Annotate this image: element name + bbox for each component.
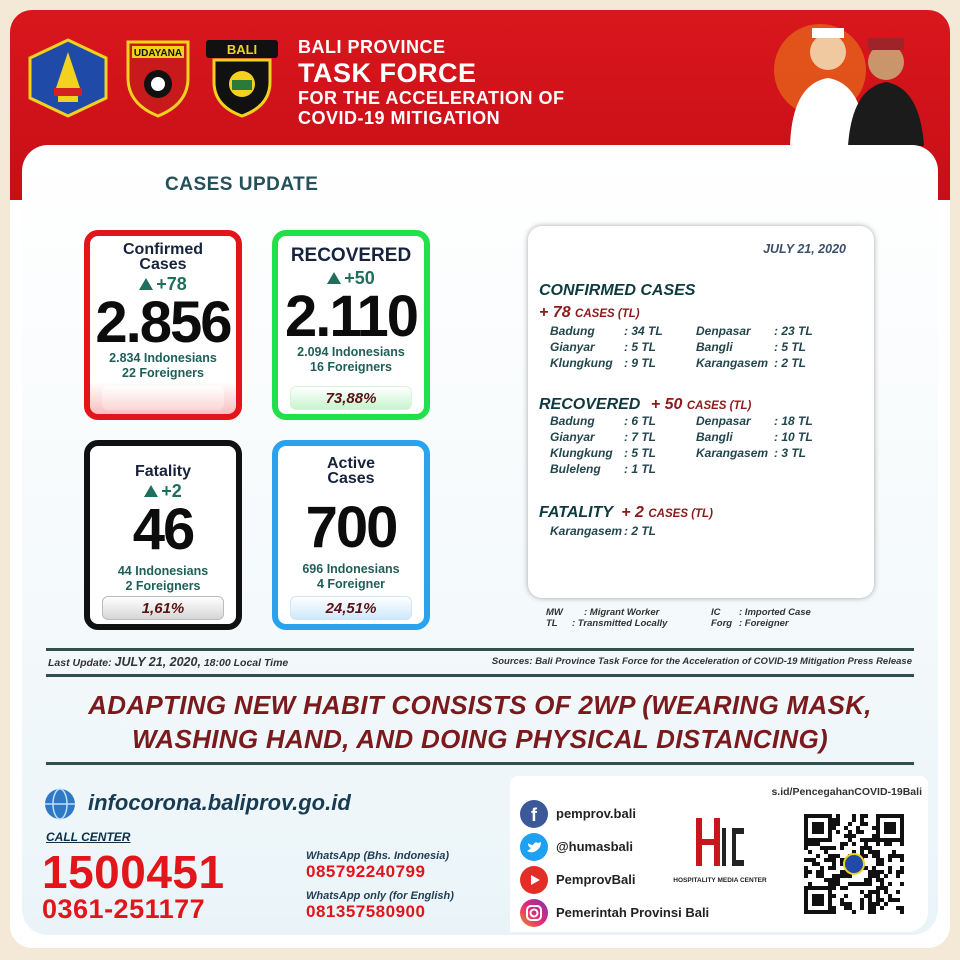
detail-panel [528, 226, 874, 598]
call-center-number-2[interactable]: 0361-251177 [42, 894, 206, 924]
confirmed-cases-heading: CONFIRMED CASES [539, 282, 696, 299]
confirmed-value: 2.856 [95, 290, 231, 355]
confirmed-row-cell: : 23 TL [774, 324, 813, 338]
bali-province-logo [28, 38, 108, 118]
confirmed-card [84, 230, 242, 420]
recovered-value: 2.110 [285, 284, 417, 349]
up-arrow-icon [144, 485, 158, 497]
active-label-line1: Active [326, 455, 376, 472]
header-line2: TASK FORCE [298, 58, 477, 88]
legend-forg-text: : Foreigner [739, 618, 789, 629]
fatality-heading-text: FATALITY [539, 504, 613, 521]
bali-police-logo-text: BALI [226, 42, 258, 57]
confirmed-delta-value: +78 [156, 274, 187, 294]
whatsapp-number-en[interactable]: 081357580900 [306, 902, 426, 921]
confirmed-count-number: + 78 [539, 304, 571, 321]
fatality-value: 46 [132, 497, 194, 562]
habit-line2: WASHING HAND, AND DOING PHYSICAL DISTANCING) [132, 724, 828, 754]
confirmed-row-cell: : 5 TL [774, 340, 806, 354]
confirmed-label-line1: Confirmed [123, 241, 203, 258]
divider-bottom [46, 762, 914, 765]
globe-icon [44, 788, 76, 820]
header-line3: FOR THE ACCELERATION OF [298, 88, 565, 108]
confirmed-label-line2: Cases [139, 256, 187, 273]
recovered-count-unit: CASES (TL) [686, 400, 752, 412]
recovered-row-cell: Gianyar [550, 430, 595, 444]
qr-code[interactable] [804, 808, 904, 922]
fatality-delta-value: +2 [161, 481, 182, 501]
active-card [272, 440, 430, 630]
hmc-logo [668, 812, 772, 888]
fatality-heading [539, 504, 713, 522]
confirmed-row-cell: : 34 TL [624, 324, 663, 338]
divider-mid [46, 674, 914, 677]
udayana-logo [118, 38, 198, 118]
active-percent: 24,51% [290, 596, 412, 620]
whatsapp-number-id[interactable]: 085792240799 [306, 862, 426, 881]
fatality-count-number: + 2 [621, 504, 644, 521]
sources: Sources: Bali Province Task Force for the Acceleration of COVID-19 Mitigation Press Release [491, 656, 912, 667]
call-center-label: CALL CENTER [46, 830, 131, 844]
call-center-number[interactable]: 1500451 [42, 846, 225, 898]
active-value: 700 [305, 495, 397, 560]
confirmed-row-cell: : 5 TL [624, 340, 656, 354]
recovered-indonesians: 2.094 Indonesians [297, 345, 405, 359]
fatality-indonesians: 44 Indonesians [117, 564, 209, 578]
legend-mw [546, 607, 563, 618]
fatality-foreigners: 2 Foreigners [125, 579, 201, 593]
confirmed-row-cell: Klungkung [550, 356, 613, 370]
up-arrow-icon [139, 278, 153, 290]
recovered-row-cell: Bangli [696, 430, 733, 444]
whatsapp-label-en: WhatsApp only (for English) [306, 890, 454, 902]
facebook-icon [520, 800, 548, 828]
last-update-date: JULY 21, 2020, [114, 655, 201, 669]
recovered-row-cell: : 7 TL [624, 430, 656, 444]
recovered-card [272, 230, 430, 420]
recovered-row-cell: : 3 TL [774, 446, 806, 460]
recovered-count-number: + 50 [650, 396, 683, 413]
fatality-card [84, 440, 242, 630]
confirmed-foreigners: 22 Foreigners [122, 366, 204, 380]
last-update [48, 655, 288, 669]
recovered-row-cell: Denpasar [696, 414, 751, 428]
recovered-heading-text: RECOVERED [539, 396, 641, 413]
legend-mw-text: : Migrant Worker [584, 607, 660, 618]
fatality-percent: 1,61% [102, 596, 224, 620]
confirmed-indonesians: 2.834 Indonesians [109, 351, 217, 365]
recovered-row-cell: : 6 TL [624, 414, 656, 428]
recovered-row-cell: : 10 TL [774, 430, 813, 444]
legend-tl-text: : Transmitted Locally [572, 618, 668, 629]
short-link[interactable]: s.id/PencegahanCOVID-19Bali [771, 786, 922, 798]
fatality-row-cell: Karangasem [550, 524, 623, 538]
recovered-row-cell: : 1 TL [624, 462, 656, 476]
recovered-row-cell: Klungkung [550, 446, 613, 460]
instagram-icon [520, 899, 548, 927]
legend-ic-text: : Imported Case [739, 607, 811, 618]
twitter-icon [520, 833, 548, 861]
recovered-foreigners: 16 Foreigners [310, 360, 392, 374]
confirmed-row-cell: Denpasar [696, 324, 751, 338]
facebook-handle: pemprov.bali [556, 806, 636, 821]
instagram-handle: Pemerintah Provinsi Bali [556, 905, 710, 920]
twitter-handle: @humasbali [556, 839, 633, 854]
youtube-icon [520, 866, 548, 894]
hmc-text: HOSPITALITY MEDIA CENTER [673, 877, 767, 884]
legend-tl: TL [546, 618, 558, 629]
last-update-prefix: Last Update: [48, 657, 112, 669]
bali-police-logo [202, 38, 282, 118]
legend-forg: Forg [711, 618, 733, 629]
active-label-line2: Cases [327, 470, 375, 487]
confirmed-cases-count [539, 304, 640, 322]
confirmed-count-unit: CASES (TL) [575, 308, 640, 320]
header-title [298, 38, 565, 127]
active-foreigners: 4 Foreigner [316, 577, 386, 591]
last-update-time: 18:00 Local Time [203, 657, 289, 669]
confirmed-row-cell: Karangasem [696, 356, 769, 370]
website-link[interactable]: infocorona.baliprov.go.id [88, 790, 351, 815]
active-indonesians: 696 Indonesians [302, 562, 400, 576]
recovered-percent: 73,88% [290, 386, 412, 410]
up-arrow-icon [327, 272, 341, 284]
habit-line1: ADAPTING NEW HABIT CONSISTS OF 2WP (WEARING MASK, [88, 690, 872, 720]
recovered-heading [539, 396, 751, 414]
active-label [278, 456, 424, 486]
confirmed-row-cell: Badung [550, 324, 595, 338]
header-line4: COVID-19 MITIGATION [298, 108, 501, 128]
divider-top [46, 648, 914, 651]
recovered-delta-value: +50 [344, 268, 375, 288]
cases-update-title: CASES UPDATE [165, 174, 319, 195]
confirmed-percent [102, 386, 224, 410]
fatality-count-unit: CASES (TL) [648, 508, 713, 520]
instagram-item[interactable] [520, 899, 740, 927]
legend-mw-key: MW [546, 607, 563, 618]
fatality-row-cell: : 2 TL [624, 524, 656, 538]
confirmed-row-cell: Gianyar [550, 340, 595, 354]
recovered-row-cell: Karangasem [696, 446, 769, 460]
confirmed-row-cell: : 2 TL [774, 356, 806, 370]
fatality-label: Fatality [134, 463, 191, 480]
confirmed-label [90, 242, 236, 272]
leaders-photo [762, 18, 942, 148]
recovered-row-cell: Buleleng [550, 462, 601, 476]
svg-text:f: f [531, 805, 537, 825]
confirmed-row-cell: Bangli [696, 340, 733, 354]
recovered-row-cell: : 5 TL [624, 446, 656, 460]
recovered-row-cell: Badung [550, 414, 595, 428]
whatsapp-label-id: WhatsApp (Bhs. Indonesia) [306, 850, 449, 862]
header-line1: BALI PROVINCE [298, 37, 446, 57]
youtube-handle: PemprovBali [556, 872, 636, 887]
confirmed-row-cell: : 9 TL [624, 356, 656, 370]
legend-ic: IC [711, 607, 721, 618]
detail-date: JULY 21, 2020 [763, 242, 846, 256]
udayana-logo-text: UDAYANA [133, 48, 183, 59]
habit-message [0, 688, 960, 756]
recovered-row-cell: : 18 TL [774, 414, 813, 428]
recovered-label: RECOVERED [290, 245, 412, 266]
